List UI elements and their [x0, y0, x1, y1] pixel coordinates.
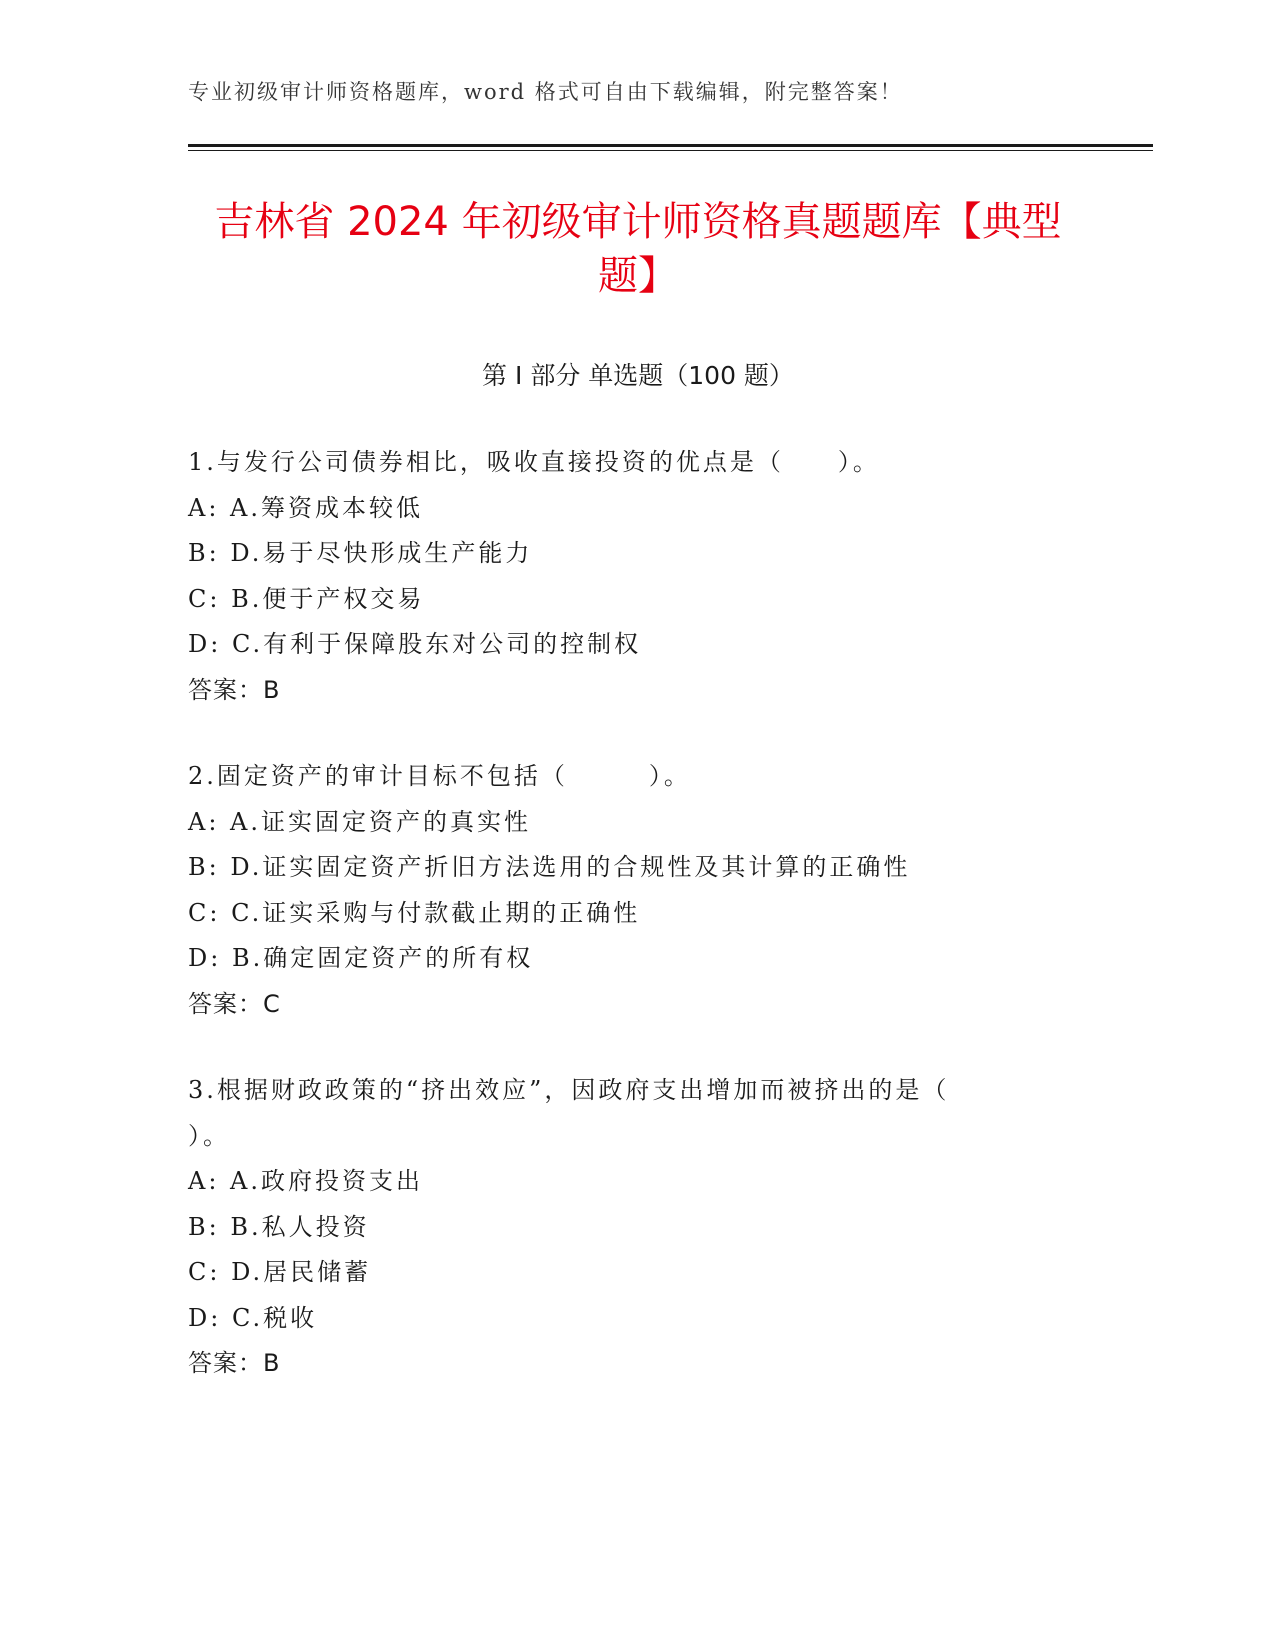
question-item — [188, 754, 1068, 1027]
option-a: A: A.证实固定资产的真实性 — [188, 807, 532, 836]
option-d: D: C.税收 — [188, 1303, 318, 1332]
question-item — [188, 440, 1068, 713]
section-title: 第 I 部分 单选题（100 题） — [482, 361, 794, 390]
option-a: A: A.政府投资支出 — [188, 1167, 424, 1195]
question-stem: 1.与发行公司债券相比，吸收直接投资的优点是（ ）。 — [188, 448, 880, 476]
question-item — [188, 1068, 1068, 1387]
question-stem: 2.固定资产的审计目标不包括（ ）。 — [188, 762, 691, 790]
answer-line: 答案：B — [188, 675, 281, 704]
option-b: B: D.易于尽快形成生产能力 — [188, 539, 533, 567]
header-divider-thin — [188, 150, 1153, 151]
answer-line: 答案：B — [188, 1349, 281, 1377]
answer-line: 答案：C — [188, 989, 281, 1018]
option-c: C: C.证实采购与付款截止期的正确性 — [188, 898, 641, 927]
document-title: 吉林省 2024 年初级审计师资格真题题库【典型题】 — [214, 199, 1062, 299]
option-b: B: D.证实固定资产折旧方法选用的合规性及其计算的正确性 — [188, 853, 911, 881]
header-divider-thick — [188, 144, 1153, 147]
option-c: C: D.居民储蓄 — [188, 1258, 372, 1286]
option-d: D: C.有利于保障股东对公司的控制权 — [188, 630, 642, 658]
option-d: D: B.确定固定资产的所有权 — [188, 944, 534, 972]
option-a: A: A.筹资成本较低 — [188, 493, 424, 522]
option-c: C: B.便于产权交易 — [188, 584, 425, 613]
option-b: B: B.私人投资 — [188, 1212, 370, 1241]
question-list — [188, 440, 1068, 1428]
question-stem: 3.根据财政政策的“挤出效应”，因政府支出增加而被挤出的是（ ）。 — [188, 1076, 1031, 1150]
header-note: 专业初级审计师资格题库，word 格式可自由下载编辑，附完整答案！ — [188, 80, 903, 104]
